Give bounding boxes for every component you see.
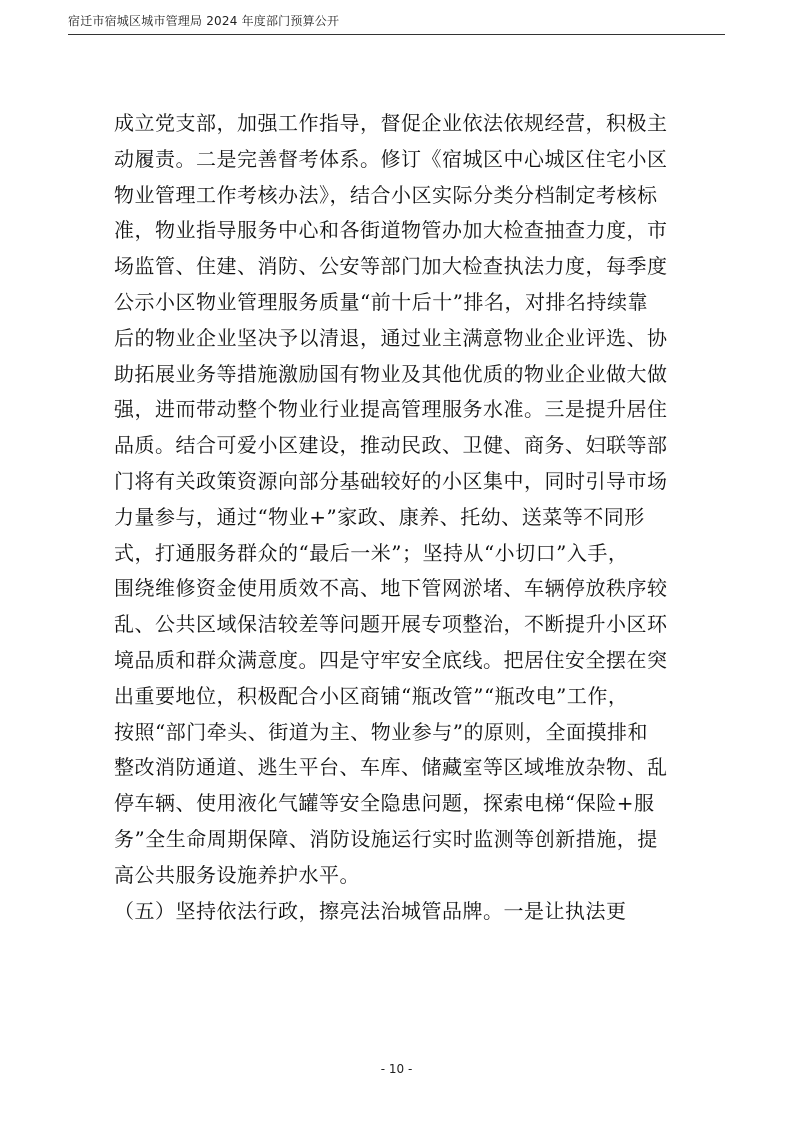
paragraph-line: 式，打通服务群众的“最后一米”；坚持从“小切口”入手， xyxy=(114,540,629,565)
section-heading-line: （五）坚持依法行政，擦亮法治城管品牌。一是让执法更 xyxy=(114,898,627,923)
paragraph-line: 整改消防通道、逃生平台、车库、储藏室等区域堆放杂物、乱 xyxy=(114,755,668,780)
body-text xyxy=(114,106,714,929)
header-title: 宿迁市宿城区城市管理局 2024 年度部门预算公开 xyxy=(68,14,340,28)
paragraph-line: 境品质和群众满意度。四是守牢安全底线。把居住安全摆在突 xyxy=(114,647,668,672)
paragraph-line: 物业管理工作考核办法》，结合小区实际分类分档制定考核标 xyxy=(114,182,658,207)
paragraph-line: 强，进而带动整个物业行业提高管理服务水准。三是提升居住 xyxy=(114,397,668,422)
paragraph-line: 成立党支部，加强工作指导，督促企业依法依规经营，积极主 xyxy=(114,111,668,135)
paragraph-line: 门将有关政策资源向部分基础较好的小区集中，同时引导市场 xyxy=(114,468,668,493)
paragraph-line: 场监管、住建、消防、公安等部门加大检查执法力度，每季度 xyxy=(114,254,668,279)
paragraph-line: 高公共服务设施养护水平。 xyxy=(114,862,360,887)
paragraph-line: 乱、公共区域保洁较差等问题开展专项整治，不断提升小区环 xyxy=(114,612,668,637)
paragraph-line: 准，物业指导服务中心和各街道物管办加大检查抽查力度，市 xyxy=(114,218,668,243)
paragraph-line: 按照“部门牵头、街道为主、物业参与”的原则，全面摸排和 xyxy=(114,719,648,744)
paragraph-line: 品质。结合可爱小区建设，推动民政、卫健、商务、妇联等部 xyxy=(114,433,668,458)
paragraph-line: 务”全生命周期保障、消防设施运行实时监测等创新措施，提 xyxy=(114,826,658,851)
paragraph-line: 停车辆、使用液化气罐等安全隐患问题，探索电梯“保险+服 xyxy=(114,791,655,816)
paragraph-line: 助拓展业务等措施激励国有物业及其他优质的物业企业做大做 xyxy=(114,361,668,386)
paragraph-line: 围绕维修资金使用质效不高、地下管网淤堵、车辆停放秩序较 xyxy=(114,576,668,601)
page-number: - 10 - xyxy=(380,1062,413,1076)
page-header xyxy=(68,10,725,35)
paragraph-line: 动履责。二是完善督考体系。修订《宿城区中心城区住宅小区 xyxy=(114,146,668,171)
paragraph-line: 后的物业企业坚决予以清退，通过业主满意物业企业评选、协 xyxy=(114,325,668,350)
paragraph-line: 力量参与，通过“物业+”家政、康养、托幼、送菜等不同形 xyxy=(114,504,645,529)
paragraph-line: 公示小区物业管理服务质量“前十后十”排名，对排名持续靠 xyxy=(114,289,648,314)
paragraph-line: 出重要地位，积极配合小区商铺“瓶改管”“瓶改电”工作， xyxy=(114,683,629,708)
